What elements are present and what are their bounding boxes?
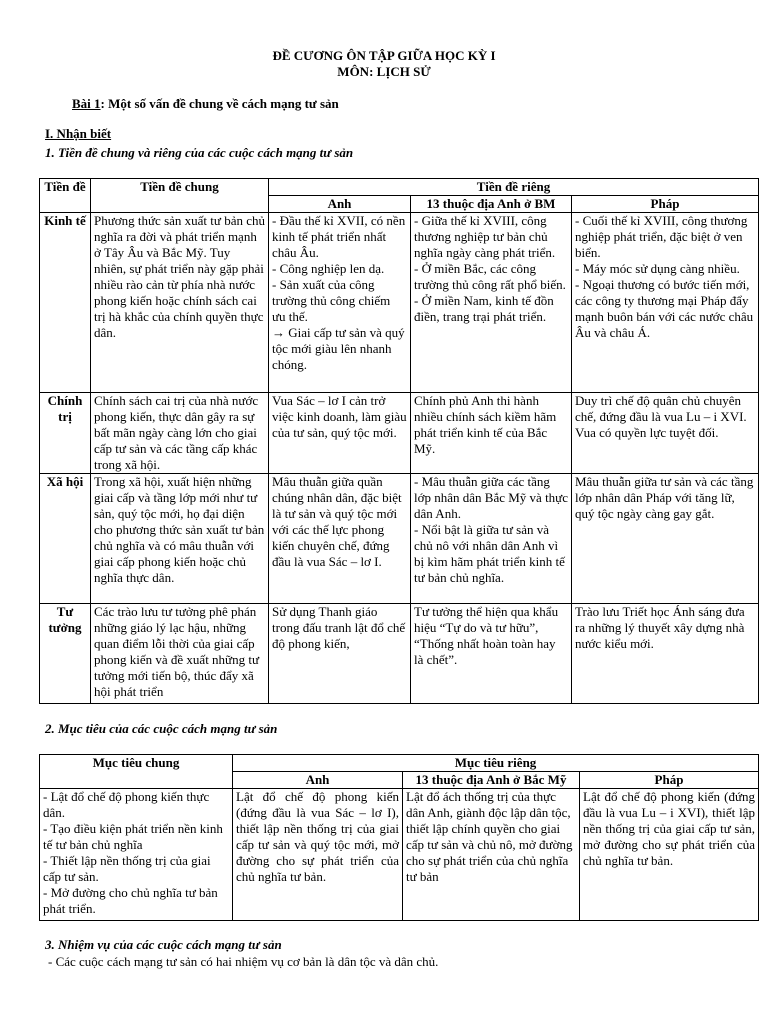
- subheading-premises: 1. Tiền đề chung và riêng của các cuộc cách mạng tư sản: [45, 145, 354, 160]
- lesson-heading: [72, 96, 339, 112]
- header-premise: Tiền đề: [40, 179, 91, 213]
- header-france: Pháp: [572, 196, 759, 213]
- document-title: ĐỀ CƯƠNG ÔN TẬP GIỮA HỌC KỲ I: [272, 48, 496, 63]
- cell-common: Các trào lưu tư tưởng phê phán những giáo lý lạc hậu, những quan điểm lỗi thời của giai cấp phong kiến và đề xuất những tư tưởng mới tiến bộ, thúc đẩy xã hội phát triển: [91, 604, 269, 704]
- table-row: [40, 604, 759, 704]
- cell-common-goal: - Lật đổ chế độ phong kiến thực dân. - Tạo điều kiện phát triển nền kinh tế tư bản chủ nghĩa - Thiết lập nền thống trị của giai cấp tư sản. - Mở đường cho chủ nghĩa tư bản phát triển.: [40, 789, 233, 921]
- subheading-goals: 2. Mục tiêu của các cuộc cách mạng tư sản: [45, 721, 278, 736]
- cell-france: Duy trì chế độ quân chủ chuyên chế, đứng đầu là vua Lu – i XVI. Vua có quyền lực tuyệt đối.: [572, 393, 759, 474]
- cell-england: Mâu thuẫn giữa quần chúng nhân dân, đặc biệt là tư sản và quý tộc mới với các thế lực phong kiến chuyên chế, đứng đầu là vua Sác – lơ I.: [269, 474, 411, 604]
- cell-13-colonies: - Mâu thuẫn giữa các tầng lớp nhân dân Bắc Mỹ và thực dân Anh. - Nổi bật là giữa tư sản và chủ nô với nhân dân Anh vì bị kìm hãm phát triển kinh tế tư bản chủ nghĩa.: [411, 474, 572, 604]
- cell-england: Vua Sác – lơ I cản trở việc kinh doanh, làm giàu của tư sản, quý tộc mới.: [269, 393, 411, 474]
- header-common-goal: Mục tiêu chung: [40, 755, 233, 789]
- premises-table: [39, 178, 759, 704]
- row-label: Kinh tế: [40, 213, 91, 393]
- cell-common: Trong xã hội, xuất hiện những giai cấp và tầng lớp mới như tư sản, quý tộc mới, họ đại diện cho phương thức sản xuất tư bản chủ nghĩa và có mâu thuẫn với giai cấp phong kiến hoặc chủ nghĩa thực dân.: [91, 474, 269, 604]
- header-specific-goal: Mục tiêu riêng: [233, 755, 759, 772]
- table-row: [40, 213, 759, 393]
- header-england: Anh: [269, 196, 411, 213]
- cell-common: Phương thức sản xuất tư bản chủ nghĩa ra đời và phát triển mạnh ở Tây Âu và Bắc Mỹ. Tuy nhiên, sự phát triển này gặp phải nhiều rào cản từ phía nhà nước phong kiến hoặc chính sách cai trị hà khắc của chính quyền thực dân.: [91, 213, 269, 393]
- cell-france: Trào lưu Triết học Ánh sáng đưa ra những lý thuyết xây dựng nhà nước kiểu mới.: [572, 604, 759, 704]
- row-label: Xã hội: [40, 474, 91, 604]
- table-row: [40, 789, 759, 921]
- cell-england-goal: Lật đổ chế độ phong kiến (đứng đầu là vua Sác – lơ I), thiết lập nền thống trị của giai cấp tư sản và quý tộc mới, mở đường cho sự phát triển của chủ nghĩa tư bản.: [233, 789, 403, 921]
- cell-13-colonies: - Giữa thế kỉ XVIII, công thương nghiệp tư bản chủ nghĩa ngày càng phát triển. - Ở miền Bắc, các công trường thủ công rất phổ biến. - Ở miền Nam, kinh tế đồn điền, trang trại phát triển.: [411, 213, 572, 393]
- section-heading: I. Nhận biết: [45, 126, 112, 141]
- cell-france: Mâu thuẫn giữa tư sản và các tầng lớp nhân dân Pháp với tăng lữ, quý tộc ngày càng gay gắt.: [572, 474, 759, 604]
- table-row: [40, 474, 759, 604]
- header-specific-premise: Tiền đề riêng: [269, 179, 759, 196]
- header-france: Pháp: [580, 772, 759, 789]
- tasks-note: - Các cuộc cách mạng tư sản có hai nhiệm vụ cơ bản là dân tộc và dân chủ.: [48, 954, 439, 969]
- goals-table: [39, 754, 759, 921]
- cell-france-goal: Lật đổ chế độ phong kiến (đứng đầu là vua Lu – i XVI), thiết lập nền thống trị của giai cấp tư sản, mở đường cho sự phát triển của chủ nghĩa tư bản.: [580, 789, 759, 921]
- subheading-tasks: 3. Nhiệm vụ của các cuộc cách mạng tư sản: [45, 937, 282, 952]
- document-subject: MÔN: LỊCH SỬ: [337, 64, 431, 79]
- cell-england: Sử dụng Thanh giáo trong đấu tranh lật đổ chế độ phong kiến,: [269, 604, 411, 704]
- cell-france: - Cuối thế kỉ XVIII, công thương nghiệp phát triển, đặc biệt ở ven biển. - Máy móc sử dụng càng nhiều. - Ngoại thương có bước tiến mới, các công ty thương mại Pháp đẩy mạnh buôn bán với các nước châu Âu và châu Á.: [572, 213, 759, 393]
- lesson-label: Bài 1: [72, 96, 101, 111]
- cell-13-colonies: Chính phủ Anh thi hành nhiều chính sách kiềm hãm phát triển kinh tế của Bắc Mỹ.: [411, 393, 572, 474]
- row-label: Chính trị: [40, 393, 91, 474]
- table-row: [40, 393, 759, 474]
- cell-england: - Đầu thế kỉ XVII, có nền kinh tế phát triển nhất châu Âu. - Công nghiệp len dạ. - Sản xuất của công trường thủ công chiếm ưu thế. → Giai cấp tư sản và quý tộc mới giàu lên nhanh chóng.: [269, 213, 411, 393]
- cell-13-colonies-goal: Lật đổ ách thống trị của thực dân Anh, giành độc lập dân tộc, thiết lập chính quyền cho giai cấp tư sản và chủ nô, mở đường cho sự phát triển của chủ nghĩa tư bản: [403, 789, 580, 921]
- row-label: Tư tưởng: [40, 604, 91, 704]
- cell-13-colonies: Tư tưởng thể hiện qua khẩu hiệu “Tự do và tư hữu”, “Thống nhất hoàn toàn hay là chết”.: [411, 604, 572, 704]
- header-common-premise: Tiền đề chung: [91, 179, 269, 213]
- header-13-colonies: 13 thuộc địa Anh ở BM: [411, 196, 572, 213]
- cell-common: Chính sách cai trị của nhà nước phong kiến, thực dân gây ra sự bất mãn ngày càng lớn cho giai cấp tư sản và các tầng cấp khác trong xã hội.: [91, 393, 269, 474]
- header-13-colonies: 13 thuộc địa Anh ở Bắc Mỹ: [403, 772, 580, 789]
- lesson-title: : Một số vấn đề chung về cách mạng tư sản: [100, 96, 339, 111]
- header-england: Anh: [233, 772, 403, 789]
